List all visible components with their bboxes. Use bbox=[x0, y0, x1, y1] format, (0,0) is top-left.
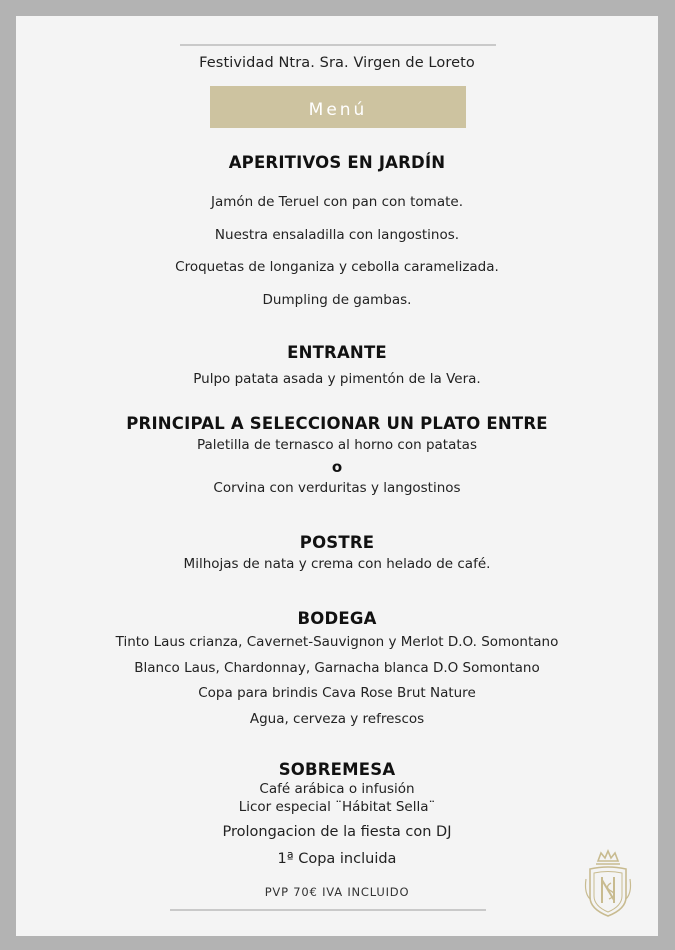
menu-item: Café arábica o infusión bbox=[259, 781, 415, 797]
section-title-aperitivos: APERITIVOS EN JARDÍN bbox=[228, 153, 446, 172]
option-separator: o bbox=[331, 458, 343, 476]
price-label: PVP 70€ IVA INCLUIDO bbox=[264, 885, 410, 899]
menu-item: Croquetas de longaniza y cebolla caramelizada. bbox=[175, 259, 499, 275]
menu-item: Blanco Laus, Chardonnay, Garnacha blanca D.O Somontano bbox=[134, 660, 540, 676]
section-title-postre: POSTRE bbox=[299, 533, 375, 552]
menu-item: Licor especial ¨Hábitat Sella¨ bbox=[238, 799, 436, 815]
section-title-sobremesa: SOBREMESA bbox=[278, 760, 396, 779]
section-title-bodega: BODEGA bbox=[297, 609, 377, 628]
section-title-entrante: ENTRANTE bbox=[287, 343, 387, 362]
event-title: Festividad Ntra. Sra. Virgen de Loreto bbox=[199, 55, 475, 71]
menu-item: Paletilla de ternasco al horno con patatas bbox=[197, 437, 477, 453]
menu-banner: Menú bbox=[210, 86, 466, 128]
menu-item: Milhojas de nata y crema con helado de café. bbox=[183, 556, 491, 572]
menu-item: Prolongacion de la fiesta con DJ bbox=[222, 824, 452, 840]
menu-item: Dumpling de gambas. bbox=[262, 292, 412, 308]
section-title-principal: PRINCIPAL A SELECCIONAR UN PLATO ENTRE bbox=[126, 414, 548, 433]
crest-monogram-icon bbox=[582, 849, 634, 919]
menu-item: Pulpo patata asada y pimentón de la Vera. bbox=[193, 371, 481, 387]
menu-item: Corvina con verduritas y langostinos bbox=[213, 480, 461, 496]
menu-page bbox=[16, 16, 658, 936]
bottom-divider bbox=[170, 909, 486, 911]
menu-item: Nuestra ensaladilla con langostinos. bbox=[214, 227, 460, 243]
menu-item: Jamón de Teruel con pan con tomate. bbox=[210, 194, 463, 210]
menu-item: Copa para brindis Cava Rose Brut Nature bbox=[198, 685, 476, 701]
top-divider bbox=[180, 44, 496, 46]
menu-item: 1ª Copa incluida bbox=[277, 851, 397, 867]
menu-item: Agua, cerveza y refrescos bbox=[249, 711, 425, 727]
menu-item: Tinto Laus crianza, Cavernet-Sauvignon y Merlot D.O. Somontano bbox=[115, 634, 559, 650]
